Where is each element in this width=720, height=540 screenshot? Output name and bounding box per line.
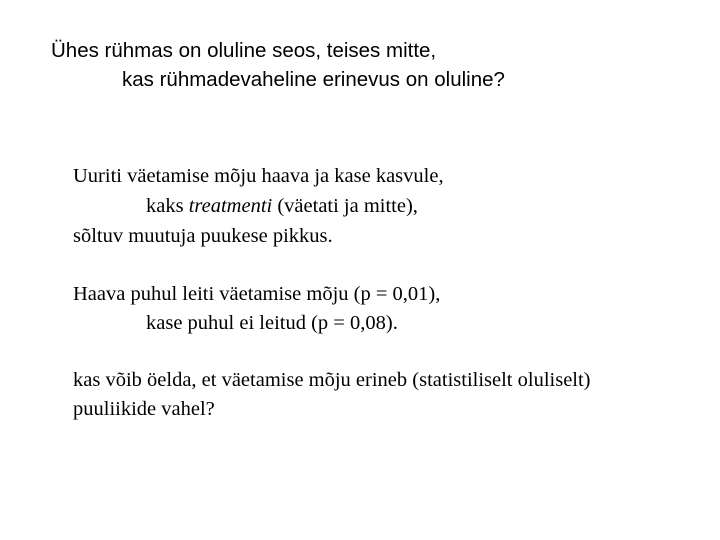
title-line-2: kas rühmadevaheline erinevus on oluline? [122, 68, 505, 91]
paragraph-1-line-2 [146, 191, 418, 221]
paragraph-1-line-1: Uuriti väetamise mõju haava ja kase kasvule, [73, 165, 444, 187]
paragraph-1-line-2-italic: treatmenti [188, 195, 273, 217]
title-line-1: Ühes rühmas on oluline seos, teises mitte, [51, 39, 437, 62]
paragraph-1-line-3: sõltuv muutuja puukese pikkus. [73, 225, 333, 247]
paragraph-3-line-2: puuliikide vahel? [73, 398, 215, 420]
paragraph-2-line-1: Haava puhul leiti väetamise mõju (p = 0,01), [73, 283, 441, 305]
paragraph-2-line-2: kase puhul ei leitud (p = 0,08). [146, 312, 398, 334]
paragraph-1-line-2-suffix: (väetati ja mitte), [272, 195, 418, 217]
paragraph-1-line-2-prefix: kaks [146, 195, 189, 217]
paragraph-3-line-1: kas võib öelda, et väetamise mõju erineb (statistiliselt oluliselt) [73, 369, 591, 391]
